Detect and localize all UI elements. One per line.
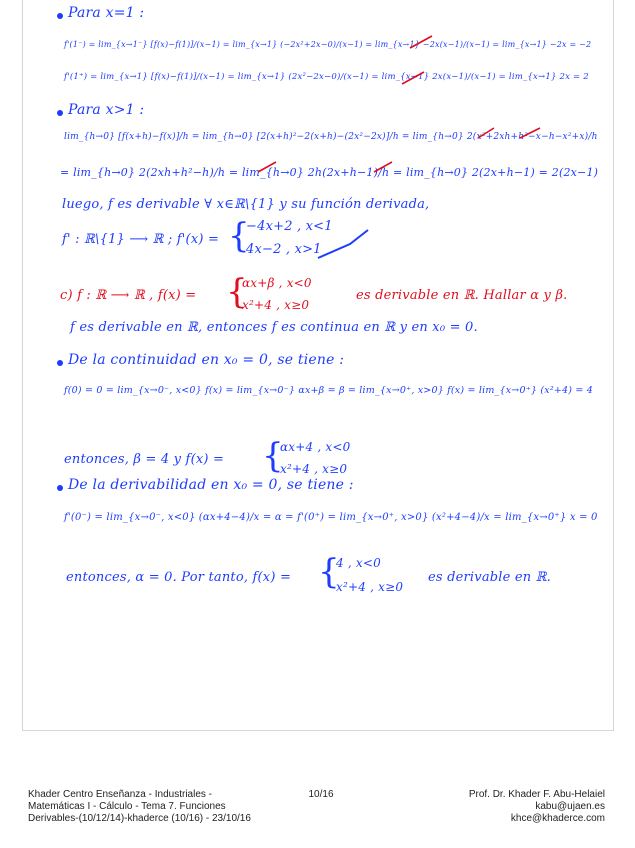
brace: {: [318, 552, 340, 592]
continuity-limits: f(0) = 0 = lim_{x→0⁻, x<0} f(x) = lim_{x→0⁻} αx+β = β = lim_{x→0⁺, x>0} f(x) = lim_{x→0⁺} (x²+4) = 4: [64, 385, 594, 396]
footer-left: [28, 789, 251, 825]
final-case-2: x²+4 , x≥0: [336, 580, 404, 594]
cancel-stroke: [374, 162, 392, 172]
final-case-1: 4 , x<0: [336, 556, 381, 570]
page-number: 10/16: [308, 789, 334, 800]
beta-case-2: x²+4 , x≥0: [280, 462, 348, 476]
footer-left-line3: Derivables-(10/12/14)-khaderce (10/16) - 23/10/16: [28, 813, 251, 824]
cancel-stroke: [478, 128, 494, 138]
heading-derivabilidad: De la derivabilidad en x₀ = 0, se tiene :: [68, 477, 354, 493]
derivative-case-1: −4x+2 , x<1: [246, 219, 333, 234]
continuity-note: f es derivable en ℝ, entonces f es continua en ℝ y en x₀ = 0.: [70, 320, 478, 335]
conclusion-derivable: luego, f es derivable ∀ x∈ℝ\{1} y su función derivada,: [62, 197, 430, 212]
cancel-stroke: [410, 36, 432, 48]
heading-para-x-eq-1: Para x=1 :: [68, 5, 145, 21]
check-stroke: [318, 230, 368, 258]
derivative-case-2: 4x−2 , x>1: [246, 242, 322, 257]
footer-right-line3: khce@khaderce.com: [510, 813, 605, 824]
cancel-stroke: [520, 128, 540, 138]
part-c-case-2: x²+4 , x≥0: [242, 298, 310, 312]
part-c-statement: c) f : ℝ ⟶ ℝ , f(x) =: [60, 288, 197, 303]
cancel-stroke: [258, 162, 276, 172]
part-c-task: es derivable en ℝ. Hallar α y β.: [356, 288, 568, 303]
footer-right: [469, 789, 605, 825]
derivative-limit-line2: = lim_{h→0} 2(2xh+h²−h)/h = lim_{h→0} 2h(2x+h−1)/h = lim_{h→0} 2(2x+h−1) = 2(2x−1): [60, 166, 599, 179]
cancel-stroke: [402, 72, 424, 84]
brace: {: [226, 272, 248, 312]
footer-right-line2: kabu@ujaen.es: [535, 801, 605, 812]
beta-case-1: αx+4 , x<0: [280, 440, 351, 454]
left-derivative-at-1: f'(1⁻) = lim_{x→1⁻} [f(x)−f(1)]/(x−1) = lim_{x→1} (−2x²+2x−0)/(x−1) = lim_{x→1} −2x(x−1)/(x−1) = lim_{x→1} −2x = −2: [64, 40, 592, 49]
brace: {: [228, 216, 250, 256]
footer-right-line1: Prof. Dr. Khader F. Abu-Helaiel: [468, 789, 605, 800]
right-derivative-at-1: f'(1⁺) = lim_{x→1} [f(x)−f(1)]/(x−1) = lim_{x→1} (2x²−2x−0)/(x−1) = lim_{x→1} 2x(x−1)/(x−1) = lim_{x→1} 2x = 2: [64, 72, 589, 82]
final-conclusion: es derivable en ℝ.: [428, 570, 552, 585]
derivability-limits: f'(0⁻) = lim_{x→0⁻, x<0} (αx+4−4)/x = α = f'(0⁺) = lim_{x→0⁺, x>0} (x²+4−4)/x = lim_{x→0⁺} x = 0: [64, 512, 598, 523]
alpha-result: entonces, α = 0. Por tanto, f(x) =: [66, 570, 292, 585]
footer-left-line1: Khader Centro Enseñanza - Industriales -: [28, 789, 212, 800]
derivative-limit-line1: lim_{h→0} [f(x+h)−f(x)]/h = lim_{h→0} [2(x+h)²−2(x+h)−(2x²−2x)]/h = lim_{h→0} 2(x²+2xh+h²−x−h−x²+x)/h: [64, 132, 598, 142]
heading-continuidad: De la continuidad en x₀ = 0, se tiene :: [68, 352, 345, 368]
beta-result: entonces, β = 4 y f(x) =: [64, 452, 225, 467]
footer-left-line2: Matemáticas I - Cálculo - Tema 7. Funciones: [28, 801, 226, 812]
derivative-function-def: f' : ℝ\{1} ⟶ ℝ ; f'(x) =: [62, 232, 220, 247]
brace: {: [262, 436, 284, 476]
part-c-case-1: αx+β , x<0: [242, 276, 312, 290]
heading-para-x-gt-1: Para x>1 :: [68, 102, 145, 118]
